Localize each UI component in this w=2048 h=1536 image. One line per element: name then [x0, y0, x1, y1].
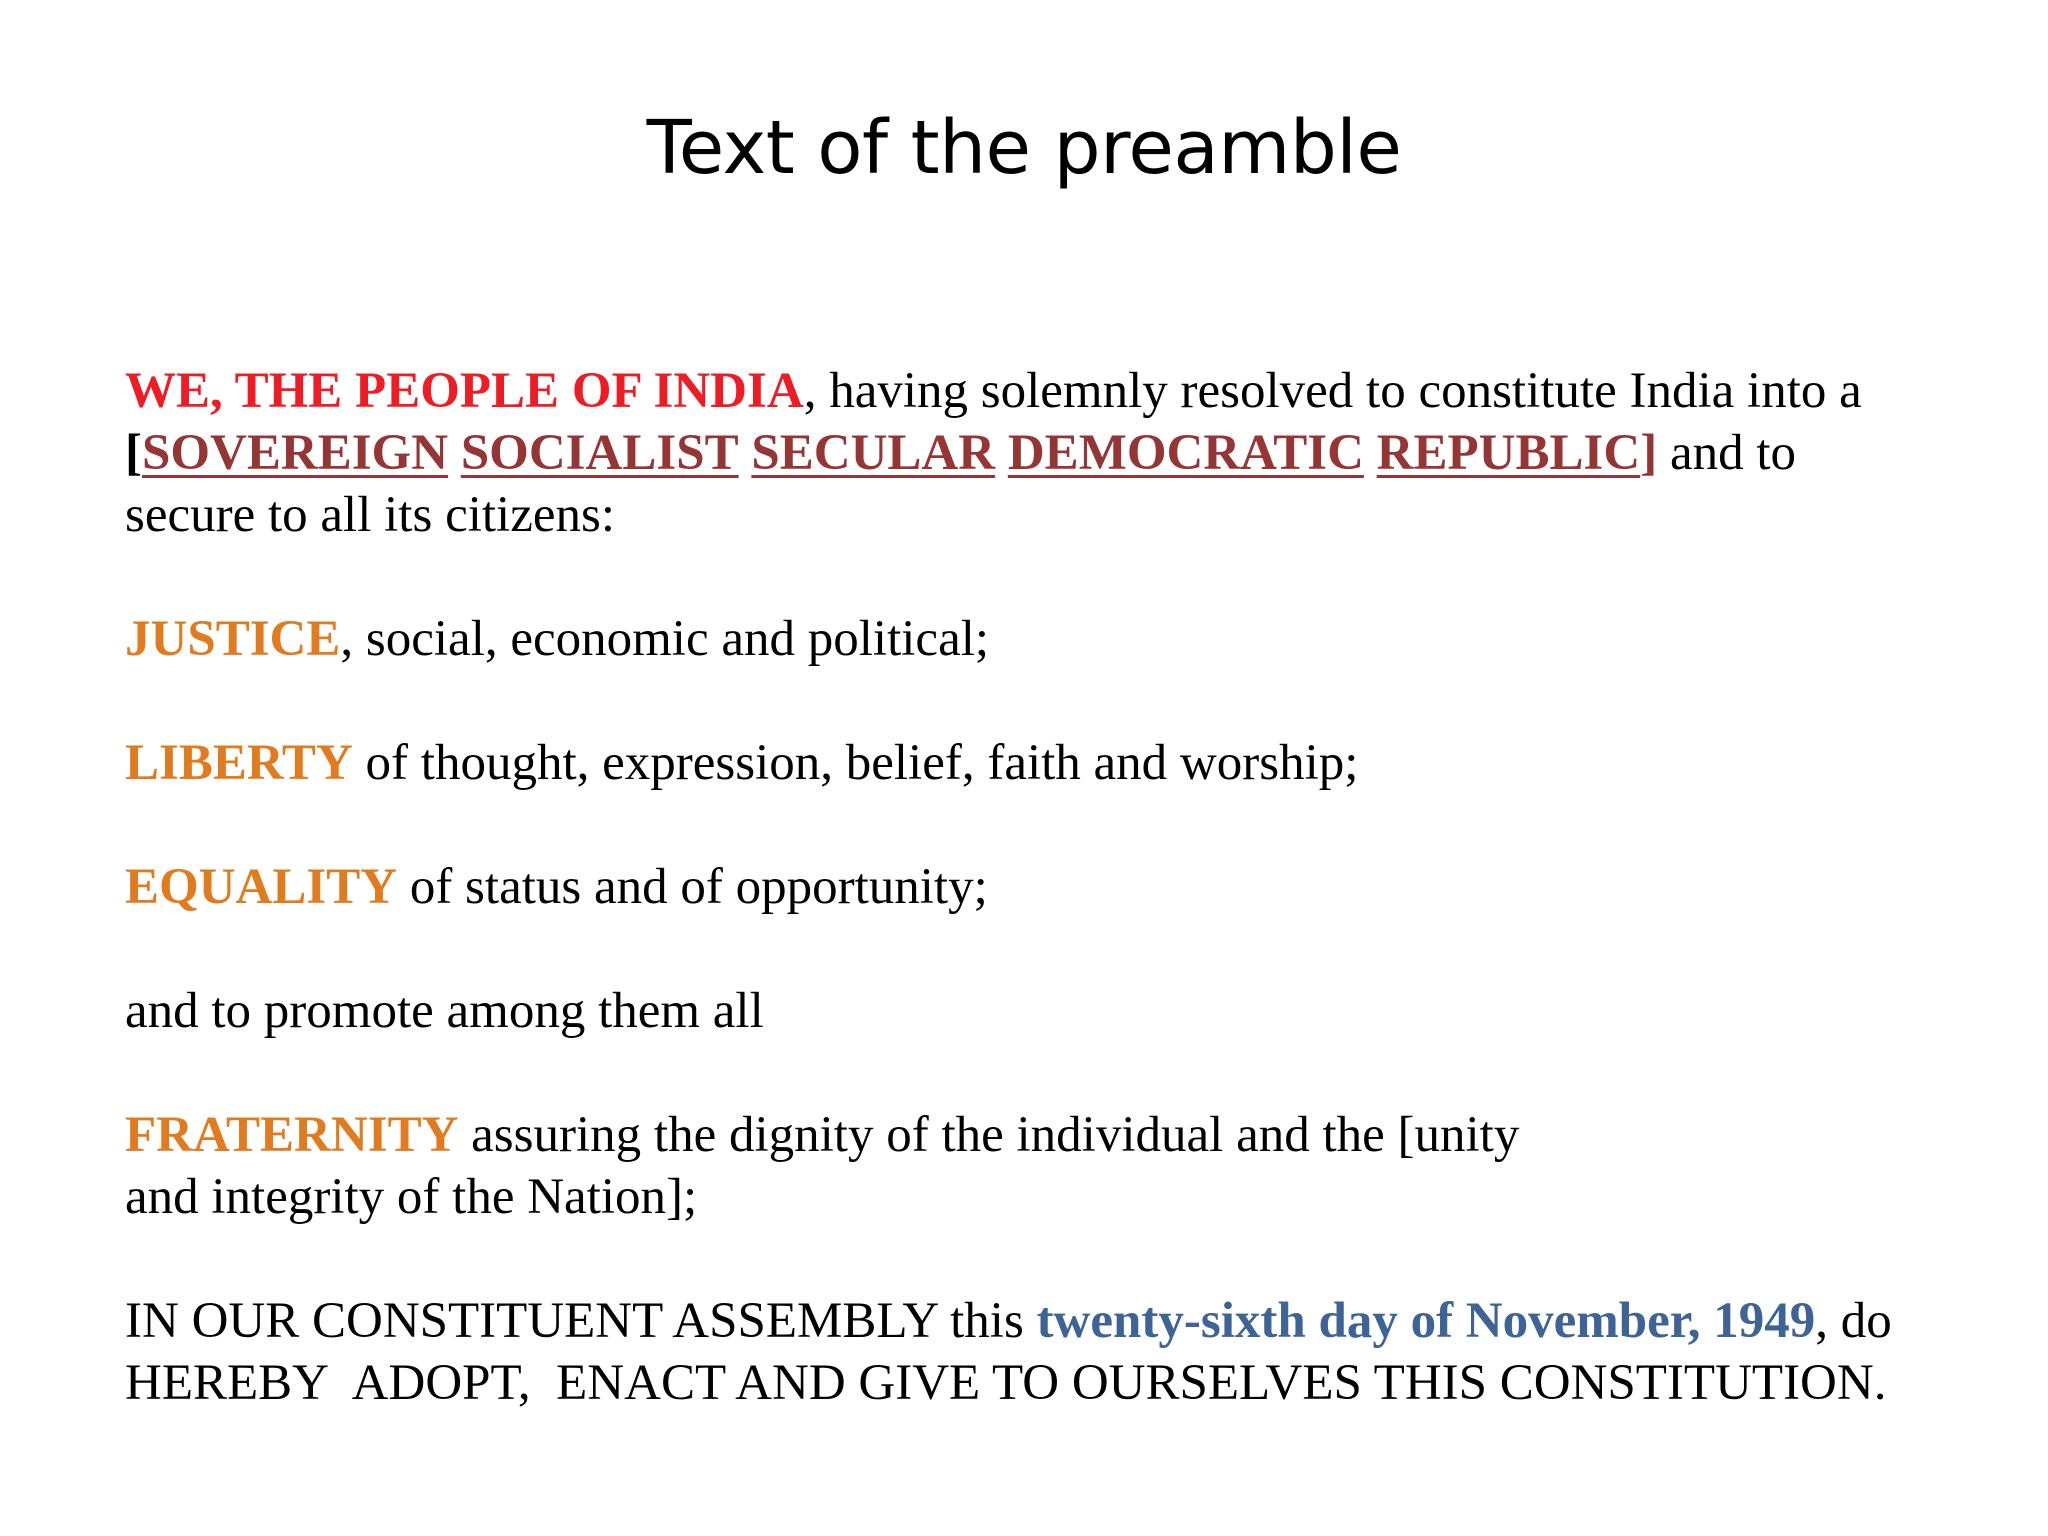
and-to-text: and to	[1657, 425, 1796, 481]
hereby-adopt-text: HEREBY ADOPT, ENACT AND GIVE TO OURSELVES THIS CONSTITUTION.	[125, 1355, 1887, 1411]
we-the-people-phrase: WE, THE PEOPLE OF INDIA	[125, 363, 804, 419]
promote-text: and to promote among them all	[125, 983, 764, 1039]
adoption-date: twenty-sixth day of November, 1949	[1036, 1293, 1816, 1349]
closing-paragraph	[125, 1290, 1965, 1414]
equality-text: of status and of opportunity;	[397, 859, 988, 915]
sovereign-word: SOVEREIGN	[141, 425, 449, 481]
secure-text: secure to all its citizens:	[125, 487, 616, 543]
promote-paragraph	[125, 980, 1965, 1042]
assembly-text: IN OUR CONSTITUENT ASSEMBLY this	[125, 1293, 1037, 1349]
liberty-keyword: LIBERTY	[125, 735, 353, 791]
socialist-word: SOCIALIST	[460, 425, 739, 481]
preamble-opening-paragraph	[125, 360, 1965, 546]
fraternity-paragraph	[125, 1104, 1965, 1228]
secular-word: SECULAR	[751, 425, 996, 481]
equality-keyword: EQUALITY	[125, 859, 398, 915]
open-bracket: [	[125, 425, 142, 481]
do-text: , do	[1815, 1293, 1892, 1349]
justice-paragraph	[125, 608, 1965, 670]
fraternity-keyword: FRATERNITY	[125, 1107, 459, 1163]
preamble-body	[125, 360, 1965, 1414]
justice-text: , social, economic and political;	[340, 611, 990, 667]
resolved-text: , having solemnly resolved to constitute India into a	[803, 363, 1862, 419]
liberty-paragraph	[125, 732, 1965, 794]
fraternity-text: assuring the dignity of the individual and the [unity	[458, 1107, 1520, 1163]
democratic-word: DEMOCRATIC	[1007, 425, 1364, 481]
justice-keyword: JUSTICE	[125, 611, 341, 667]
close-bracket: ]	[1640, 425, 1658, 481]
slide-title: Text of the preamble	[646, 105, 1402, 191]
equality-paragraph	[125, 856, 1965, 918]
fraternity-text-line2: and integrity of the Nation];	[125, 1169, 698, 1225]
liberty-text: of thought, expression, belief, faith and worship;	[352, 735, 1359, 791]
republic-word: REPUBLIC	[1376, 425, 1641, 481]
